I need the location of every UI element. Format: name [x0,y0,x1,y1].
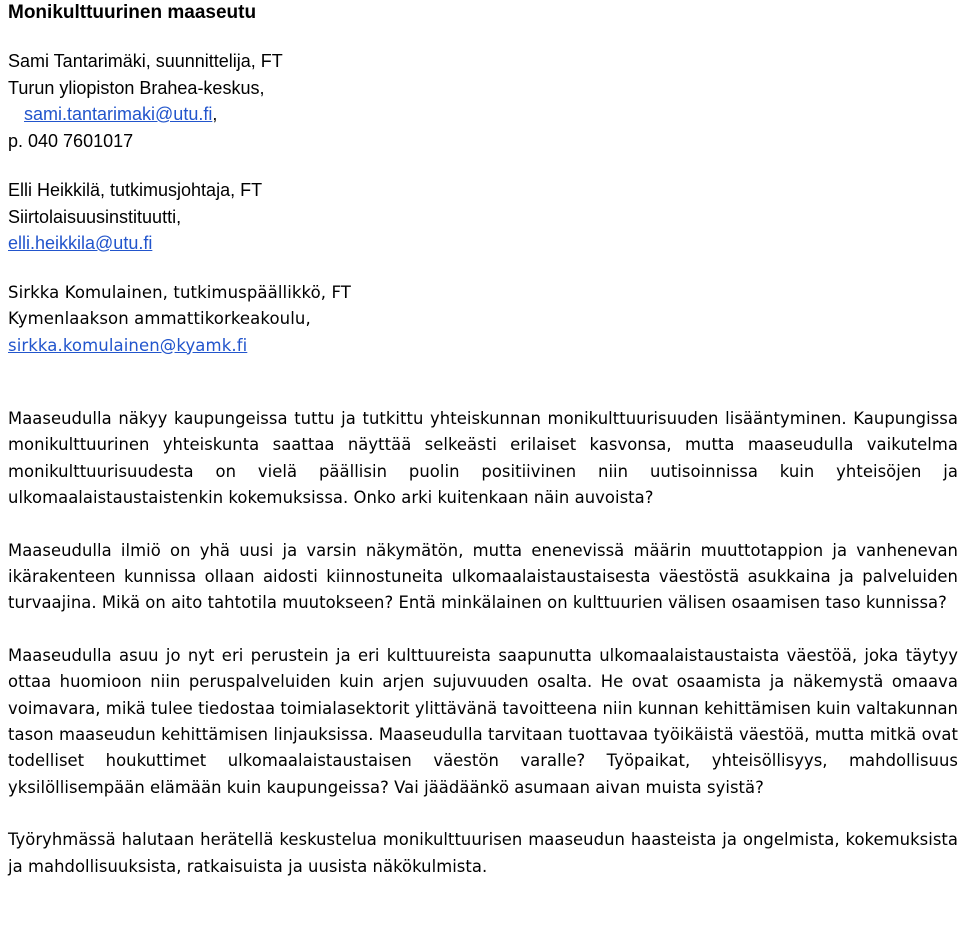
paragraph: Maaseudulla ilmiö on yhä uusi ja varsin näkymätön, mutta enenevissä määrin muuttotappion ja vanhenevan ikärakenteen kunnissa ollaan aidosti kiinnostuneita ulkomaalaistaustaisesta väestöstä asukkaina ja palveluiden turvaajina. Mikä on aito tahtotila muutokseen? Entä minkälainen on kulttuurien välisen osaamisen taso kunnissa? [8,540,958,613]
document-title: Monikulttuurinen maaseutu [8,2,257,23]
contact-email-line [8,333,958,360]
contact-name-role: Elli Heikkilä, tutkimusjohtaja, FT [8,180,263,200]
contact-organization: Siirtolaisuusinstituutti, [8,206,182,227]
contact-name-role: Sami Tantarimäki, suunnittelija, FT [8,51,283,71]
paragraph: Maaseudulla asuu jo nyt eri perustein ja eri kulttuureista saapunutta ulkomaalaistaustaista väestöä, joka täytyy ottaa huomioon niin peruspalveluiden kuin arjen sujuvuuden osalta. He ovat osaamista ja näkemystä omaava voimavara, mikä tulee tiedostaa toimialasektorit ylittävänä tavoitteena niin kunnan kehittämisen kuin valtakunnan tason maaseudun kehittämisen linjauksissa. Maaseudulla tarvitaan tuottavaa työikäistä väestöä, mutta mitkä ovat todelliset houkuttimet ulkomaalaistaustaisen väestön varalle? Työpaikat, yhteisöllisyys, mahdollisuus yksilöllisempään elämään kuin kaupungeissa? Vai jäädäänkö asumaan aivan muista syistä? [8,645,958,797]
contact-organization: Kymenlaakson ammattikorkeakoulu, [8,309,311,328]
email-link[interactable]: sirkka.komulainen@kyamk.fi [8,335,248,355]
contact-block-komulainen [8,280,958,360]
email-link[interactable]: sami.tantarimaki@utu.fi [24,104,213,124]
document-page [8,0,958,880]
email-link[interactable]: elli.heikkila@utu.fi [8,233,153,253]
contact-email-line [8,101,958,128]
contact-organization: Turun yliopiston Brahea-keskus, [8,77,265,98]
paragraph: Työryhmässä halutaan herätellä keskustelua monikulttuurisen maaseudun haasteista ja ongelmista, kokemuksista ja mahdollisuuksista, ratkaisuista ja uusista näkökulmista. [8,830,958,876]
contact-name-role: Sirkka Komulainen, tutkimuspäällikkö, FT [8,282,351,302]
contact-email-line [8,230,958,257]
email-suffix: , [212,104,218,124]
contact-block-heikkila [8,177,958,257]
contact-phone: p. 040 7601017 [8,130,134,151]
paragraph: Maaseudulla näkyy kaupungeissa tuttu ja tutkittu yhteiskunnan monikulttuurisuuden lisääntyminen. Kaupungissa monikulttuurinen yhteiskunta saattaa näyttää selkeästi erilaiset kasvonsa, mutta maaseudulla vaikutelma monikulttuurisuudesta on vielä päällisin puolin positiivinen niin uutisoinnissa kuin yhteisöjen ja ulkomaalaistaustaistenkin kokemuksissa. Onko arki kuitenkaan näin auvoista? [8,409,958,508]
contact-block-tantarimaki [8,48,958,154]
